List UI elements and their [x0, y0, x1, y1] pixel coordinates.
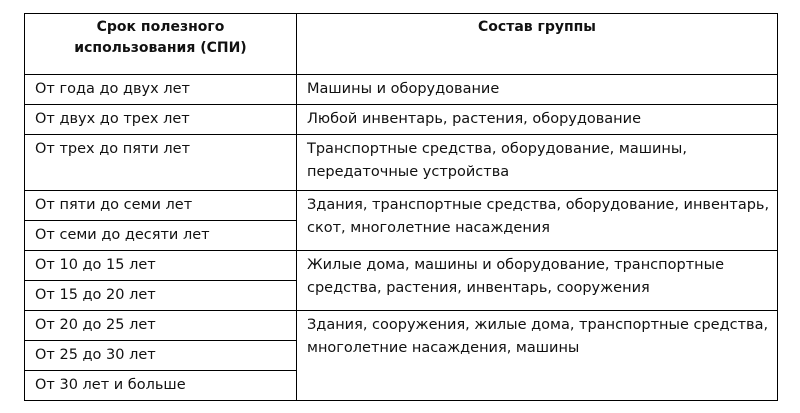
table-row [25, 75, 778, 105]
period-cell: От 10 до 15 лет [25, 251, 297, 281]
period-cell: От 20 до 25 лет [25, 311, 297, 341]
table-row [25, 191, 778, 221]
period-cell: От семи до десяти лет [25, 221, 297, 251]
table-row [25, 311, 778, 341]
period-cell: От трех до пяти лет [25, 135, 297, 191]
group-cell: Здания, транспортные средства, оборудование, инвентарь, скот, многолетние насаждения [297, 191, 778, 251]
header-row [25, 14, 778, 75]
period-cell: От 30 лет и больше [25, 371, 297, 401]
group-cell: Здания, сооружения, жилые дома, транспортные средства, многолетние насаждения, машины [297, 311, 778, 401]
table-row [25, 135, 778, 191]
table-row [25, 251, 778, 281]
period-cell: От двух до трех лет [25, 105, 297, 135]
period-cell: От пяти до семи лет [25, 191, 297, 221]
header-useful-life: Срок полезного использования (СПИ) [25, 14, 297, 75]
header-group-composition: Состав группы [297, 14, 778, 75]
period-cell: От года до двух лет [25, 75, 297, 105]
period-cell: От 15 до 20 лет [25, 281, 297, 311]
period-cell: От 25 до 30 лет [25, 341, 297, 371]
group-cell: Транспортные средства, оборудование, машины, передаточные устройства [297, 135, 778, 191]
depreciation-groups-table [24, 13, 778, 401]
table-row [25, 105, 778, 135]
group-cell: Жилые дома, машины и оборудование, транспортные средства, растения, инвентарь, сооружения [297, 251, 778, 311]
group-cell: Любой инвентарь, растения, оборудование [297, 105, 778, 135]
group-cell: Машины и оборудование [297, 75, 778, 105]
